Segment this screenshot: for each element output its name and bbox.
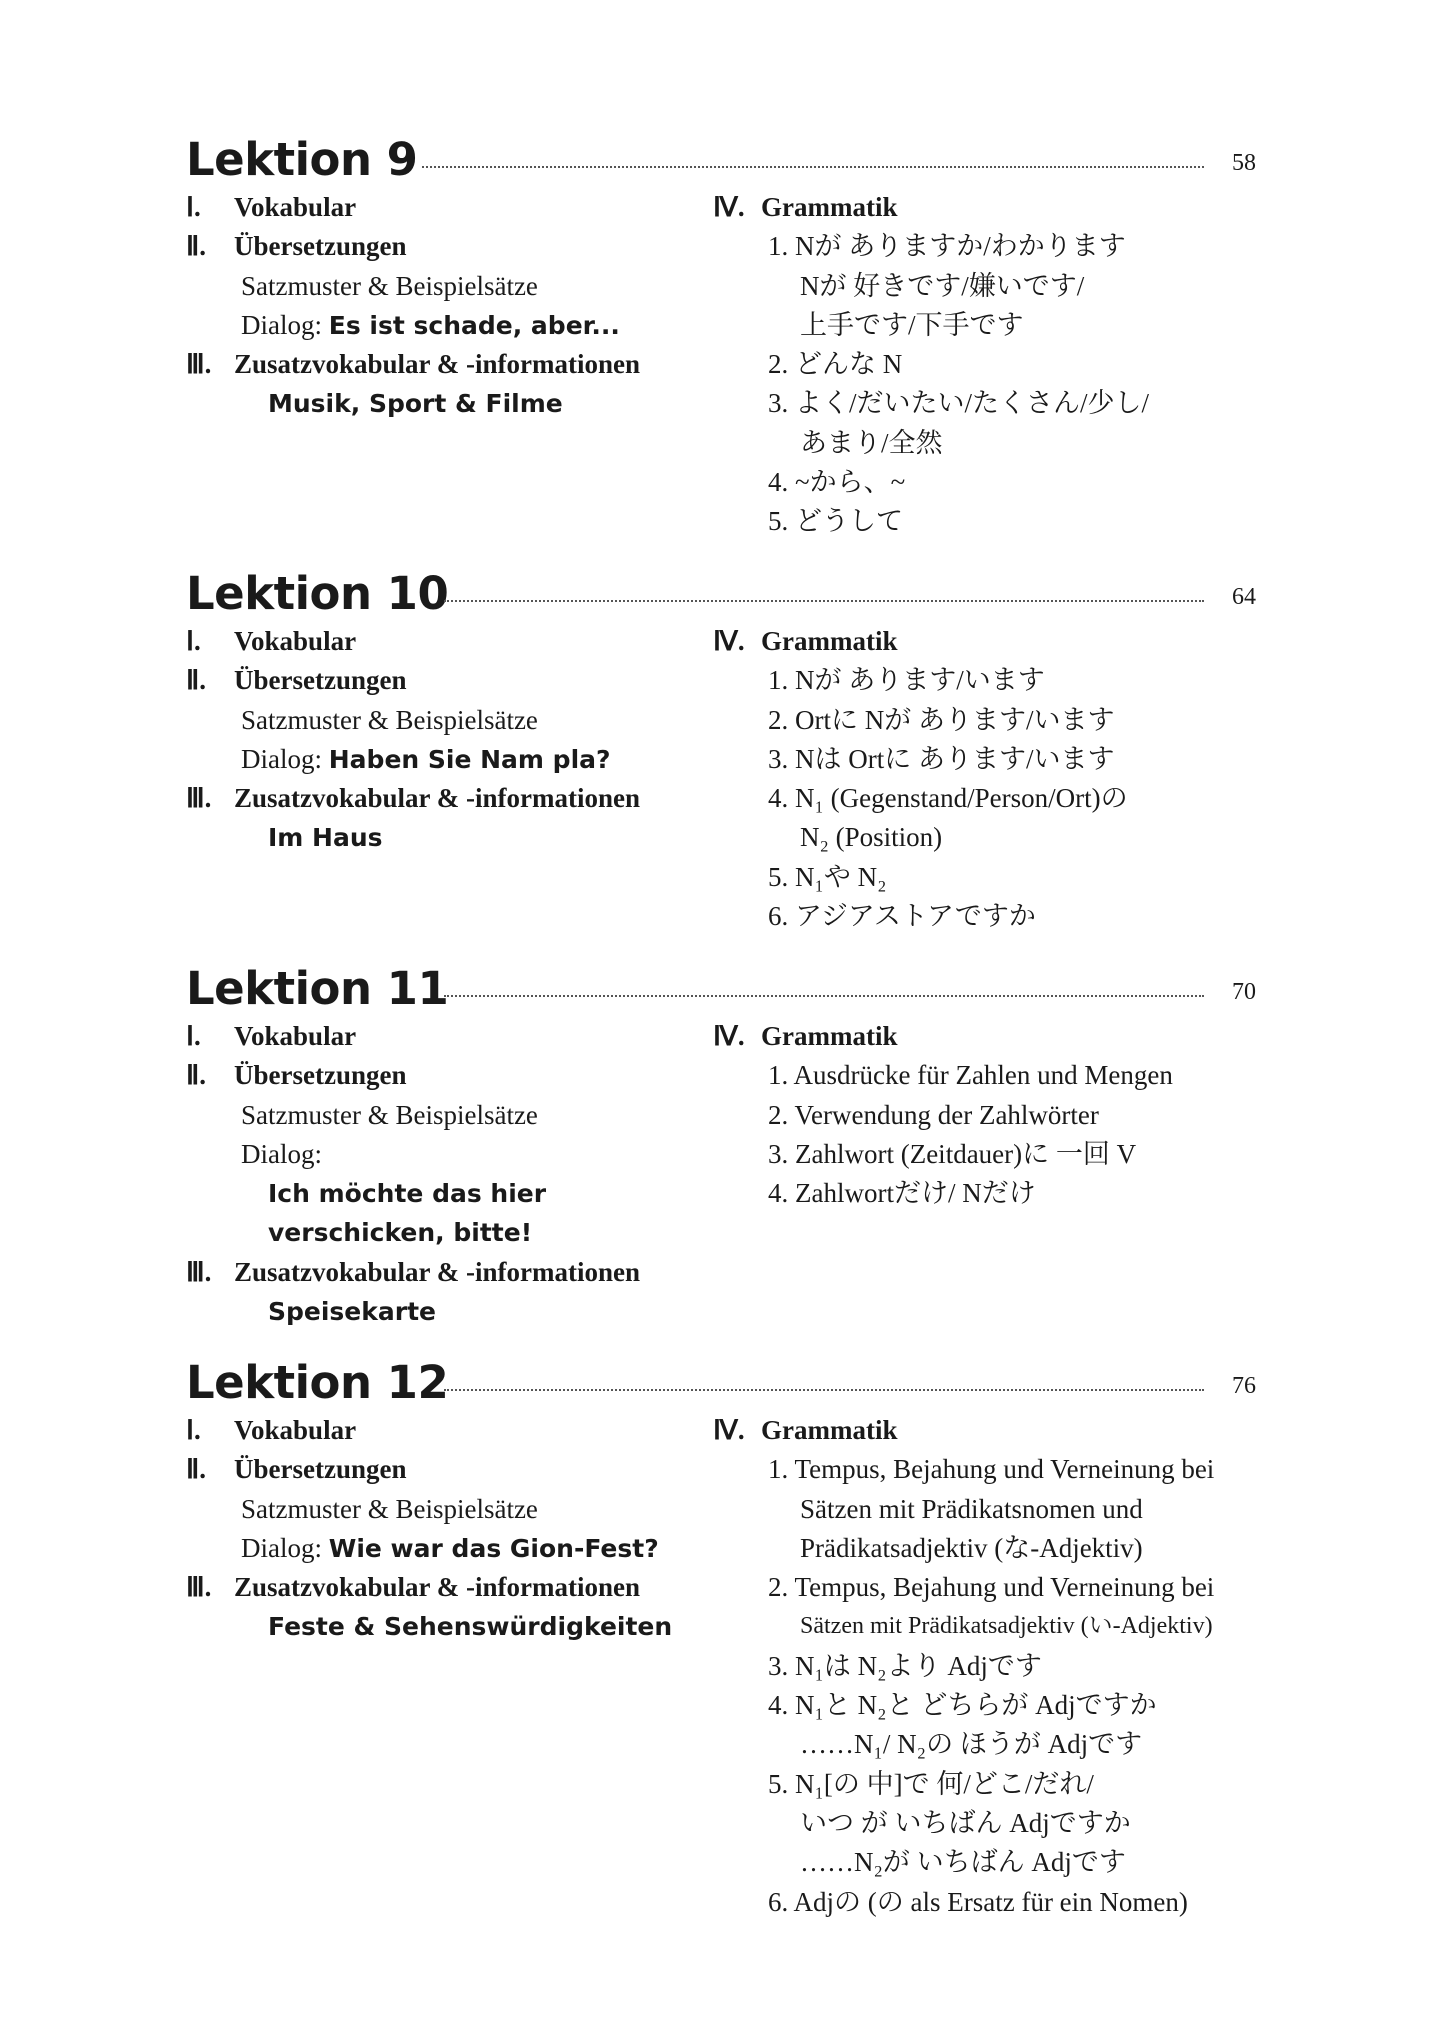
- grammar-item-continued: Nが 好きです/嫌いです/: [800, 270, 1085, 301]
- page-number[interactable]: 64: [1232, 584, 1256, 610]
- grammar-item[interactable]: 5. N₁や N₂: [768, 861, 887, 892]
- section-zusatzvokabular[interactable]: Ⅲ. Zusatzvokabular & -informationen: [186, 1256, 641, 1287]
- grammar-item-continued: Sätzen mit Prädikatsnomen und: [800, 1493, 1143, 1524]
- lesson-11: [186, 961, 1256, 1327]
- grammar-item[interactable]: 1. Tempus, Bejahung und Verneinung bei: [768, 1454, 1215, 1485]
- section-zusatzvokabular[interactable]: Ⅲ. Zusatzvokabular & -informationen: [186, 783, 641, 814]
- lesson-10: [186, 566, 1256, 932]
- dialog-title: Wie war das Gion-Fest?: [328, 1533, 659, 1563]
- grammar-item-continued: Sätzen mit Prädikatsadjektiv (い-Adjektiv): [800, 1613, 1213, 1640]
- subsection-satzmuster[interactable]: Satzmuster & Beispielsätze: [241, 270, 538, 301]
- grammar-item-continued: 上手です/下手です: [800, 309, 1024, 340]
- grammar-item[interactable]: 2. Tempus, Bejahung und Verneinung bei: [768, 1572, 1215, 1603]
- grammar-item[interactable]: 3. Nは Ortに あります/います: [768, 743, 1115, 774]
- section-grammatik[interactable]: Ⅳ. Grammatik: [713, 626, 898, 656]
- grammar-item[interactable]: 3. よく/だいたい/たくさん/少し/: [768, 388, 1150, 419]
- grammar-item[interactable]: 4. N₁と N₂と どちらが Adjですか: [768, 1690, 1157, 1721]
- section-zusatzvokabular[interactable]: Ⅲ. Zusatzvokabular & -informationen: [186, 349, 641, 380]
- section-uebersetzungen[interactable]: Ⅱ. Übersetzungen: [186, 231, 407, 262]
- dialog-title-line-2[interactable]: verschicken, bitte!: [268, 1218, 533, 1248]
- extra-topic[interactable]: Feste & Sehenswürdigkeiten: [268, 1612, 673, 1642]
- grammar-item[interactable]: 4. Zahlwortだけ/ Nだけ: [768, 1178, 1036, 1209]
- page-number[interactable]: 70: [1232, 979, 1256, 1005]
- grammar-item[interactable]: 4. ~から、~: [768, 467, 906, 498]
- grammar-item[interactable]: 1. Ausdrücke für Zahlen und Mengen: [768, 1060, 1173, 1091]
- contents-left-column: [186, 1411, 706, 1647]
- grammar-item[interactable]: 2. Verwendung der Zahlwörter: [768, 1099, 1099, 1130]
- contents-left-column: [186, 622, 706, 858]
- grammar-column: [713, 1411, 1273, 1922]
- subsection-satzmuster[interactable]: Satzmuster & Beispielsätze: [241, 704, 538, 735]
- grammar-item-continued: あまり/全然: [800, 427, 943, 458]
- grammar-item-continued: いつ が いちばん Adjですか: [800, 1807, 1131, 1838]
- grammar-column: [713, 1017, 1273, 1213]
- section-uebersetzungen[interactable]: Ⅱ. Übersetzungen: [186, 1454, 407, 1485]
- section-uebersetzungen[interactable]: Ⅱ. Übersetzungen: [186, 1060, 407, 1091]
- subsection-dialog[interactable]: Dialog:: [241, 1138, 322, 1169]
- grammar-item[interactable]: 1. Nが あります/います: [768, 665, 1045, 696]
- contents-left-column: [186, 188, 706, 424]
- extra-topic[interactable]: Im Haus: [268, 823, 383, 853]
- subsection-dialog[interactable]: Dialog: Wie war das Gion-Fest?: [241, 1532, 659, 1563]
- lesson-header: [186, 1355, 1256, 1415]
- grammar-item[interactable]: 4. N₁ (Gegenstand/Person/Ort)の: [768, 783, 1128, 814]
- section-grammatik[interactable]: Ⅳ. Grammatik: [713, 1021, 898, 1051]
- dot-leader: [444, 995, 1204, 997]
- lesson-header: [186, 961, 1256, 1021]
- page-number[interactable]: 76: [1232, 1373, 1256, 1399]
- section-vokabular[interactable]: Ⅰ. Vokabular: [186, 1415, 357, 1445]
- lesson-title: Lektion 10: [186, 567, 449, 620]
- grammar-item[interactable]: 5. どうして: [768, 506, 903, 537]
- grammar-item-continued: Prädikatsadjektiv (な-Adjektiv): [800, 1532, 1143, 1563]
- grammar-column: [713, 622, 1273, 936]
- dot-leader: [444, 600, 1204, 602]
- grammar-item[interactable]: 2. どんな N: [768, 349, 903, 380]
- lesson-header: [186, 132, 1256, 192]
- grammar-item[interactable]: 5. N₁[の 中]で 何/どこ/だれ/: [768, 1768, 1094, 1799]
- subsection-satzmuster[interactable]: Satzmuster & Beispielsätze: [241, 1099, 538, 1130]
- lesson-9: [186, 132, 1256, 537]
- section-zusatzvokabular[interactable]: Ⅲ. Zusatzvokabular & -informationen: [186, 1572, 641, 1603]
- dot-leader: [444, 1389, 1204, 1391]
- lesson-header: [186, 566, 1256, 626]
- grammar-item[interactable]: 3. Zahlwort (Zeitdauer)に 一回 V: [768, 1138, 1137, 1169]
- contents-left-column: [186, 1017, 706, 1331]
- dot-leader: [422, 166, 1204, 168]
- section-vokabular[interactable]: Ⅰ. Vokabular: [186, 192, 357, 222]
- grammar-column: [713, 188, 1273, 542]
- lesson-title: Lektion 12: [186, 1356, 449, 1409]
- grammar-item-continued: N₂ (Position): [800, 822, 943, 853]
- dialog-title-line-1[interactable]: Ich möchte das hier: [268, 1179, 547, 1209]
- grammar-item[interactable]: 2. Ortに Nが あります/います: [768, 704, 1115, 735]
- extra-topic[interactable]: Speisekarte: [268, 1297, 436, 1327]
- section-grammatik[interactable]: Ⅳ. Grammatik: [713, 1415, 898, 1445]
- grammar-item[interactable]: 6. アジアストアですか: [768, 901, 1036, 932]
- grammar-item-continued: ……N₁/ N₂の ほうが Adjです: [800, 1729, 1143, 1760]
- grammar-item[interactable]: 6. Adjの (の als Ersatz für ein Nomen): [768, 1886, 1188, 1917]
- section-grammatik[interactable]: Ⅳ. Grammatik: [713, 192, 898, 222]
- section-uebersetzungen[interactable]: Ⅱ. Übersetzungen: [186, 665, 407, 696]
- page-number[interactable]: 58: [1232, 150, 1256, 176]
- lesson-title: Lektion 9: [186, 133, 418, 186]
- lesson-title: Lektion 11: [186, 962, 449, 1015]
- section-vokabular[interactable]: Ⅰ. Vokabular: [186, 1021, 357, 1051]
- dialog-title: Haben Sie Nam pla?: [328, 744, 611, 774]
- grammar-item[interactable]: 1. Nが ありますか/わかります: [768, 231, 1126, 262]
- subsection-dialog[interactable]: Dialog: Es ist schade, aber...: [241, 309, 620, 340]
- dialog-title: Es ist schade, aber...: [328, 310, 620, 340]
- section-vokabular[interactable]: Ⅰ. Vokabular: [186, 626, 357, 656]
- extra-topic[interactable]: Musik, Sport & Filme: [268, 389, 563, 419]
- grammar-item[interactable]: 3. N₁は N₂より Adjです: [768, 1650, 1042, 1681]
- subsection-satzmuster[interactable]: Satzmuster & Beispielsätze: [241, 1493, 538, 1524]
- grammar-item-continued: ……N₂が いちばん Adjです: [800, 1847, 1126, 1878]
- subsection-dialog[interactable]: Dialog: Haben Sie Nam pla?: [241, 743, 611, 774]
- lesson-12: [186, 1355, 1256, 1917]
